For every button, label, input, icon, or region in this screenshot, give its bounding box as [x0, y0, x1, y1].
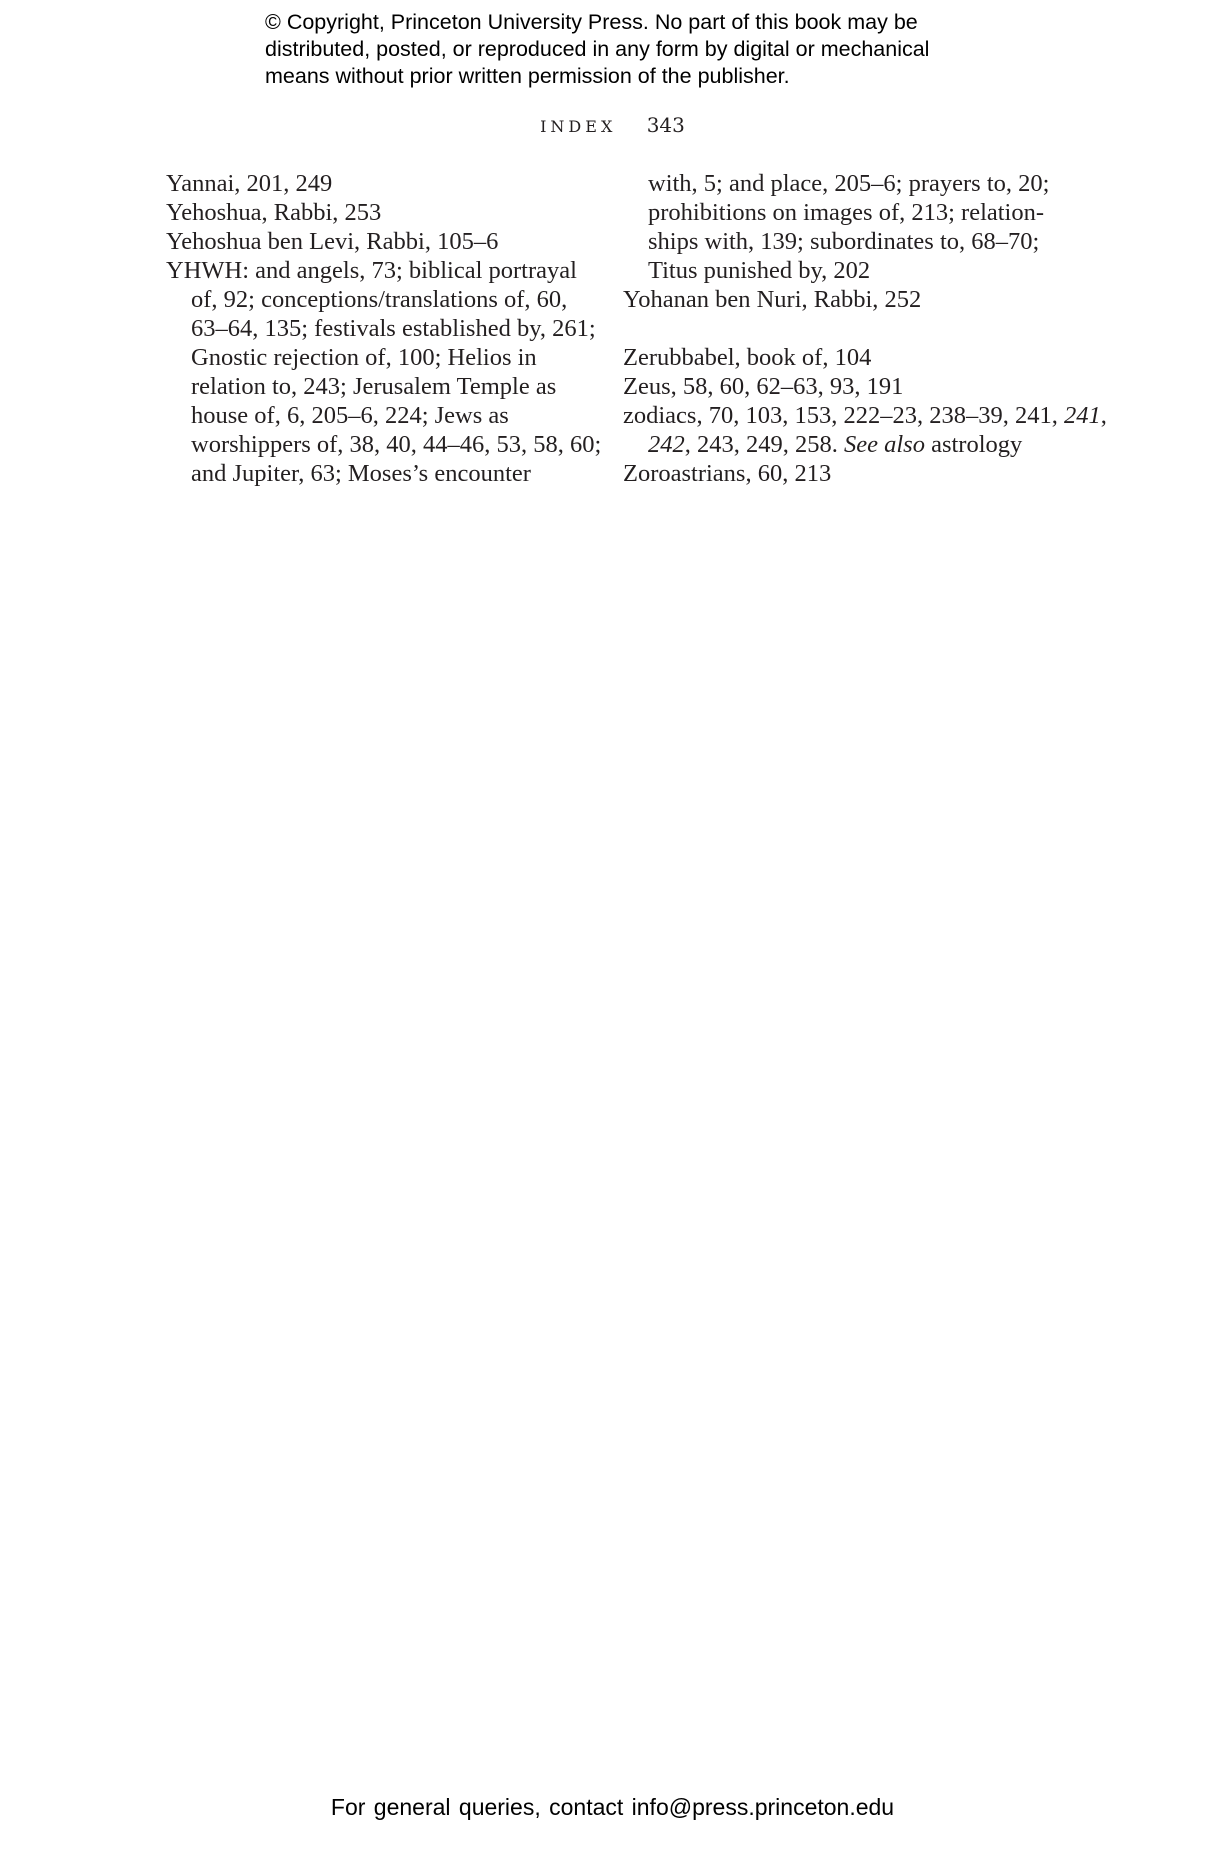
- see-also-target: astrology: [924, 431, 1023, 458]
- index-entry-continuation: ships with, 139; subordinates to, 68–70;: [648, 228, 1040, 255]
- index-entry: Yehoshua ben Levi, Rabbi, 105–6: [166, 228, 499, 255]
- index-entry: Zerubbabel, book of, 104: [623, 344, 872, 371]
- index-entry: Zoroastrians, 60, 213: [623, 460, 832, 487]
- running-head-title: INDEX: [540, 117, 617, 136]
- index-entry-continuation: prohibitions on images of, 213; relation-: [648, 199, 1045, 226]
- index-entry: Zeus, 58, 60, 62–63, 93, 191: [623, 373, 904, 400]
- index-entry-continuation: of, 92; conceptions/translations of, 60,: [191, 286, 568, 313]
- index-entry: YHWH: and angels, 73; biblical portrayal: [166, 257, 577, 284]
- entry-text: , 243, 249, 258.: [684, 431, 844, 458]
- index-entry: Yannai, 201, 249: [166, 170, 333, 197]
- footer-contact: For general queries, contact info@press.princeton.edu: [330, 1794, 895, 1820]
- index-entry-continuation: and Jupiter, 63; Moses’s encounter: [191, 460, 531, 487]
- index-entry-continuation: house of, 6, 205–6, 224; Jews as: [191, 402, 509, 429]
- index-entry-continuation: Gnostic rejection of, 100; Helios in: [191, 344, 537, 371]
- copyright-notice: [265, 9, 1025, 90]
- index-entry-continuation: [623, 430, 1063, 459]
- index-entry-continuation: 63–64, 135; festivals established by, 261;: [191, 315, 596, 342]
- index-column-left: [166, 169, 602, 488]
- copyright-line: means without prior written permission of the publisher.: [265, 64, 790, 88]
- italic-page-ref: 241: [1063, 402, 1101, 429]
- entry-text: ,: [1100, 402, 1107, 429]
- index-entry: [623, 401, 1107, 430]
- index-column-right: [623, 169, 1107, 488]
- letter-group-divider: [623, 314, 1063, 343]
- index-entry-continuation: worshippers of, 38, 40, 44–46, 53, 58, 60;: [191, 431, 602, 458]
- see-also-label: See also: [844, 431, 925, 458]
- italic-page-ref: 242: [648, 431, 685, 458]
- page-number: 343: [646, 113, 685, 137]
- running-head: [0, 113, 1225, 137]
- copyright-line: distributed, posted, or reproduced in any form by digital or mechanical: [265, 37, 930, 61]
- index-entry-continuation: relation to, 243; Jerusalem Temple as: [191, 373, 557, 400]
- index-entry: Yohanan ben Nuri, Rabbi, 252: [623, 286, 922, 313]
- index-entry: Yehoshua, Rabbi, 253: [166, 199, 382, 226]
- copyright-line: © Copyright, Princeton University Press. No part of this book may be: [265, 10, 918, 34]
- entry-text: zodiacs, 70, 103, 153, 222–23, 238–39, 241,: [623, 402, 1064, 429]
- index-entry-continuation: with, 5; and place, 205–6; prayers to, 20;: [648, 170, 1050, 197]
- index-entry-continuation: Titus punished by, 202: [648, 257, 871, 284]
